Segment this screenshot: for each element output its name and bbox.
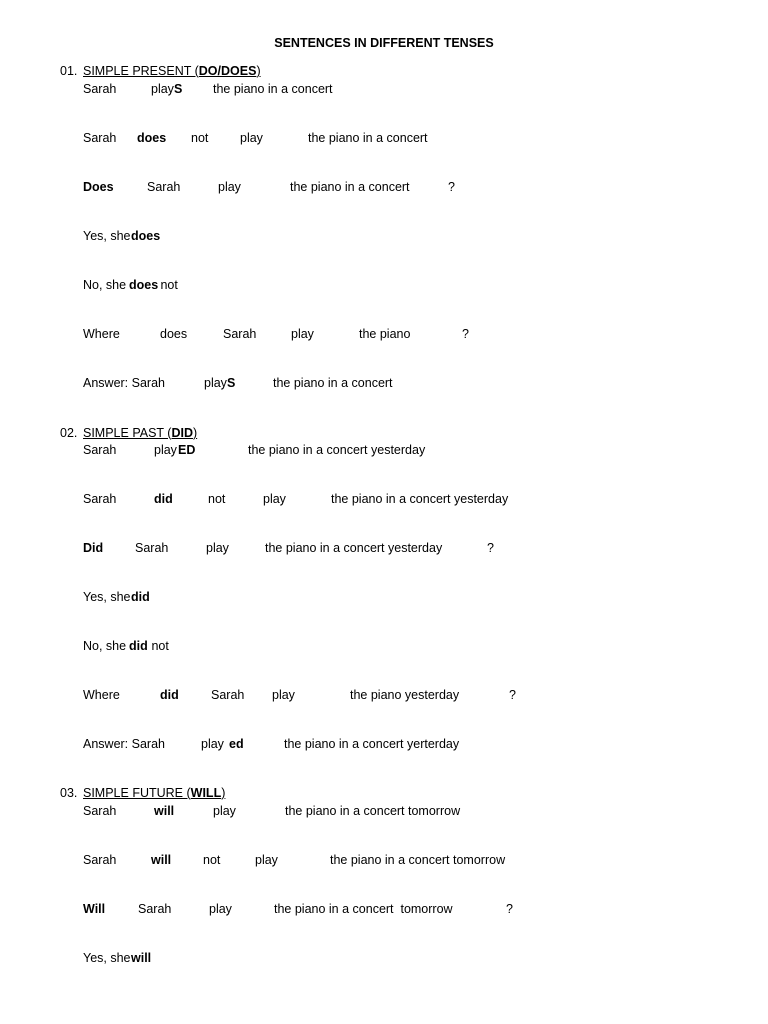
sentence-word: Sarah [83,853,117,867]
sentence-word: Yes, she [83,951,134,965]
sentence-word: the piano in a concert yesterday [331,492,509,506]
heading-end: ) [221,786,226,800]
sentence-word: Sarah [147,180,181,194]
sentence-word: does [137,131,167,145]
sentence-word: S [227,376,236,390]
sentence-word: Sarah [211,688,245,702]
sentence-word: play [151,82,174,96]
sentence-word: Where [83,327,120,341]
section-number: 01. [60,64,78,78]
sentence-word: does [131,229,161,243]
sentence-word: not [148,639,169,653]
heading-bold: DID [171,426,193,440]
sentence-word: the piano in a concert tomorrow [330,853,506,867]
sentence-word: Answer: Sarah [83,737,165,751]
sentence-line [0,687,768,703]
sentence-word: not [203,853,221,867]
sentence-word: not [208,492,226,506]
section-number: 03. [60,786,78,800]
heading-end: ) [256,64,261,78]
section-heading [0,785,768,801]
sentence-word: did [154,492,173,506]
sentence-word: Sarah [138,902,172,916]
sentence-line [0,228,768,244]
sentence-word: the piano in a concert [308,131,428,145]
sentence-line [0,81,768,97]
sentence-word: ED [178,443,196,457]
sentence-word: the piano in a concert [273,376,393,390]
sentence-line [0,589,768,605]
sentence-word: No, she [83,278,130,292]
sentence-word: Sarah [83,492,117,506]
sentence-word: Sarah [135,541,169,555]
sentence-word: does [160,327,188,341]
sentence-line [0,491,768,507]
heading-plain: SIMPLE PRESENT ( [83,64,199,78]
sentence-line [0,179,768,195]
sentence-line [0,638,768,654]
sentence-word: the piano in a concert yesterday [248,443,426,457]
sentence-word: the piano in a concert yerterday [284,737,460,751]
sentence-word: play [218,180,241,194]
sentence-word: Does [83,180,114,194]
sentence-word: did [160,688,179,702]
sentence-word: play [263,492,286,506]
sentence-line [0,130,768,146]
sentence-word: Did [83,541,104,555]
sentence-word: Yes, she [83,229,134,243]
sentence-line [0,326,768,342]
sentence-word: play [255,853,278,867]
sentence-word: not [157,278,178,292]
section-heading-text [83,63,261,79]
sentence-word: ? [448,180,455,194]
heading-plain: SIMPLE PAST ( [83,426,172,440]
sentence-word: play [291,327,314,341]
sentence-word: the piano [359,327,411,341]
sentence-word: ? [506,902,513,916]
sentence-word: the piano in a concert [290,180,410,194]
sentence-word: S [174,82,183,96]
sentence-word: Sarah [83,804,117,818]
heading-bold: DO/DOES [198,64,257,78]
sentence-word: play [209,902,232,916]
section-heading-text [83,425,197,441]
sentence-word: the piano in a concert [213,82,333,96]
sentence-word: will [131,951,152,965]
sentence-word: the piano in a concert yesterday [265,541,443,555]
sentence-line [0,803,768,819]
sentence-word: Sarah [83,131,117,145]
sentence-word: ? [462,327,469,341]
sentence-word: play [240,131,263,145]
section-heading [0,63,768,79]
sentence-word: Yes, she [83,590,134,604]
sentence-line [0,540,768,556]
sentence-word: play [201,737,224,751]
sentence-word: not [191,131,209,145]
sentence-word: did [129,639,148,653]
document-title: SENTENCES IN DIFFERENT TENSES [274,36,494,50]
sentence-word: will [151,853,172,867]
sentence-word: Sarah [83,82,117,96]
sentence-word: play [204,376,227,390]
sentence-line [0,375,768,391]
heading-plain: SIMPLE FUTURE ( [83,786,191,800]
sentence-line [0,442,768,458]
sentence-word: the piano yesterday [350,688,460,702]
sentence-line [0,852,768,868]
sentence-line [0,736,768,752]
section-heading [0,425,768,441]
section-heading-text [83,785,225,801]
sentence-word: play [206,541,229,555]
sentence-word: Sarah [83,443,117,457]
sentence-word: Where [83,688,120,702]
sentence-word: the piano in a concert tomorrow [285,804,461,818]
sentence-line [0,901,768,917]
sentence-word: does [129,278,159,292]
sentence-word: Sarah [223,327,257,341]
sentence-word: No, she [83,639,130,653]
sentence-word: will [154,804,175,818]
sentence-word: ? [487,541,494,555]
heading-bold: WILL [190,786,222,800]
sentence-word: play [154,443,177,457]
sentence-word: Will [83,902,106,916]
sentence-word: the piano in a concert tomorrow [274,902,453,916]
sentence-word: play [272,688,295,702]
sentence-word: ed [229,737,244,751]
section-number: 02. [60,426,78,440]
sentence-word: did [131,590,150,604]
sentence-word: ? [509,688,516,702]
sentence-word: play [213,804,236,818]
sentence-line [0,277,768,293]
heading-end: ) [192,426,198,440]
sentence-line [0,950,768,966]
sentence-word: Answer: Sarah [83,376,165,390]
